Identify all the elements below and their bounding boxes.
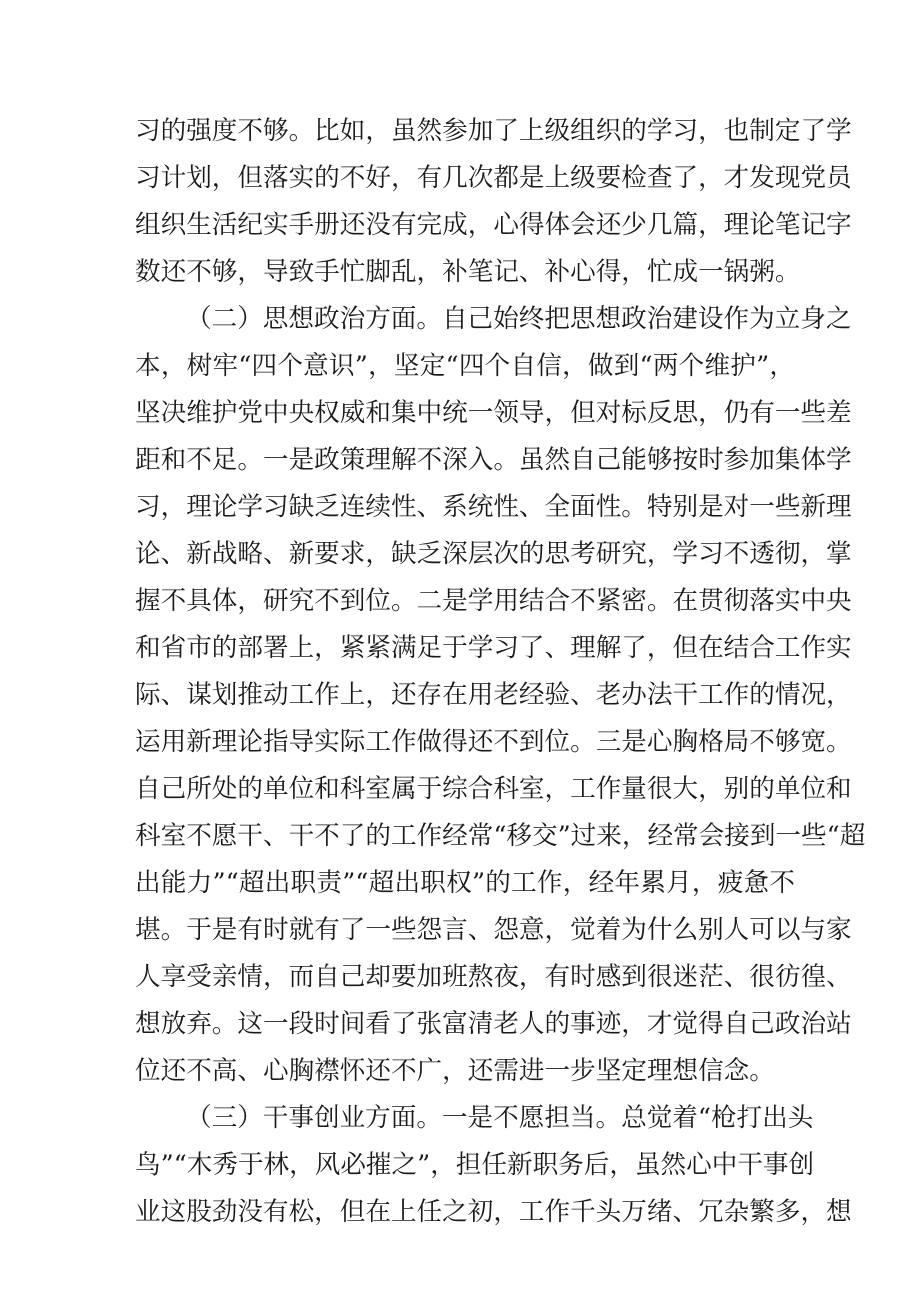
text-line: 习，理论学习缺乏连续性、系统性、全面性。特别是对一些新理 [135,492,852,522]
text-line: 握不具体，研究不到位。二是学用结合不紧密。在贯彻落实中央 [135,586,852,616]
text-line: 坚决维护党中央权威和集中统一领导，但对标反思，仍有一些差 [135,398,852,428]
section-heading-line: （三）干事创业方面。一是不愿担当。总觉着“枪打出头 [186,1103,814,1133]
text-line: 人享受亲情，而自己却要加班熬夜，有时感到很迷茫、很彷徨、 [135,962,852,992]
text-line: 本，树牢“四个意识”，坚定“四个自信，做到“两个维护”， [135,351,795,381]
text-line: 想放弃。这一段时间看了张富清老人的事迹，才觉得自己政治站 [135,1009,852,1039]
text-line: 运用新理论指导实际工作做得还不到位。三是心胸格局不够宽。 [135,727,852,757]
text-line: 科室不愿干、干不了的工作经常“移交”过来，经常会接到一些“超 [135,821,866,851]
text-line: 和省市的部署上，紧紧满足于学习了、理解了，但在结合工作实 [135,633,852,663]
text-line: 距和不足。一是政策理解不深入。虽然自己能够按时参加集体学 [135,445,852,475]
section-heading-line: （二）思想政治方面。自己始终把思想政治建设作为立身之 [186,304,852,334]
text-line: 自己所处的单位和科室属于综合科室，工作量很大，别的单位和 [135,774,852,804]
text-line: 数还不够，导致手忙脚乱，补笔记、补心得，忙成一锅粥。 [135,257,801,287]
text-line: 习计划，但落实的不好，有几次都是上级要检查了，才发现党员 [135,163,852,193]
text-line: 际、谋划推动工作上，还存在用老经验、老办法干工作的情况， [135,680,852,710]
text-line: 出能力”“超出职责”“超出职权”的工作，经年累月，疲惫不 [135,868,795,898]
text-line: 堪。于是有时就有了一些怨言、怨意，觉着为什么别人可以与家 [135,915,852,945]
text-line: 业这股劲没有松，但在上任之初，工作千头万绪、冗杂繁多，想 [135,1197,852,1227]
text-line: 位还不高、心胸襟怀还不广，还需进一步坚定理想信念。 [135,1056,775,1086]
text-line: 论、新战略、新要求，缺乏深层次的思考研究，学习不透彻，掌 [135,539,852,569]
text-line: 组织生活纪实手册还没有完成，心得体会还少几篇，理论笔记字 [135,210,852,240]
text-line: 习的强度不够。比如，虽然参加了上级组织的学习，也制定了学 [135,116,852,146]
text-line: 鸟”“木秀于林，风必摧之”，担任新职务后，虽然心中干事创 [135,1150,815,1180]
